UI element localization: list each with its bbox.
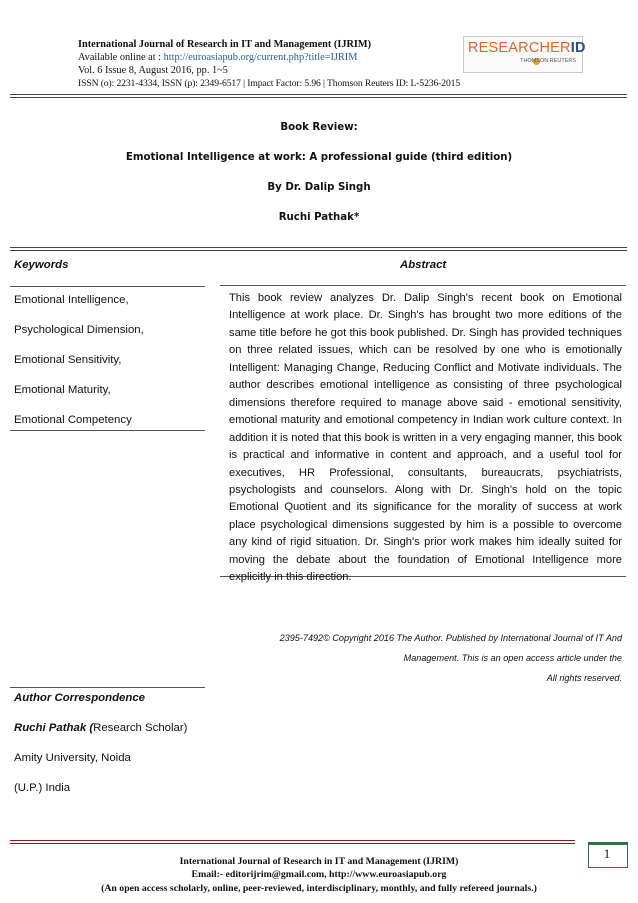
journal-title: International Journal of Research in IT and Management (IJRIM) bbox=[78, 39, 372, 50]
copyright-notice bbox=[226, 628, 622, 688]
author-affiliation: Amity University, Noida bbox=[14, 752, 131, 764]
copyright-line: 2395-7492© Copyright 2016 The Author. Published by International Journal of IT And bbox=[279, 633, 622, 643]
logo-word-id: ID bbox=[570, 40, 586, 56]
abstract-text: This book review analyzes Dr. Dalip Singh's recent book on Emotional Intelligence at work place. Dr. Singh's has brought two more editions of the same title before he got this book published. Dr. Singh has provided techniques on three related issues, which can be resolved by one who is emotionally Intelligent: Managing Change, Reducing Conflict and Motivate individuals. The author describes emotional intelligence as consisting of three psychological dimensions therefore required to manage above said - emotional sensitivity, emotional maturity and emotional competency in Indian work culture context. In addition it is noted that this book is written in a very engaging manner, this book is practical and informative in content and approach, and a useful tool for executives, HR Professional, consultants, bureaucrats, psychiatrists, psychologists and counselors. Along with Dr. Singh's hold on the topic Emotional Quotient and its significance for the morality of success at work place psychological dimensions suggested by him is a possible to overcome any kind of rigid situation. Dr. Singh's prior work makes him ideally suited for moving the debate about the foundation of Emotional Intelligence more explicitly in this direction. bbox=[229, 292, 622, 584]
author-role: Research Scholar) bbox=[93, 722, 188, 734]
review-label: Book Review: bbox=[280, 122, 358, 133]
copyright-line: Management. This is an open access article under the bbox=[403, 653, 622, 663]
keyword-item: Emotional Maturity, bbox=[14, 384, 111, 396]
available-label: Available online at : bbox=[78, 52, 164, 63]
header-divider bbox=[10, 94, 627, 98]
footer-journal: International Journal of Research in IT and Management (IJRIM) bbox=[179, 856, 459, 867]
logo-word-researcher: RESEARCHER bbox=[468, 40, 571, 56]
section-divider bbox=[10, 247, 627, 251]
correspondence-rule bbox=[10, 687, 205, 688]
author-name-line bbox=[14, 722, 187, 734]
book-author: By Dr. Dalip Singh bbox=[267, 182, 371, 193]
keyword-item: Emotional Competency bbox=[14, 414, 132, 426]
author-location: (U.P.) India bbox=[14, 782, 71, 794]
issn-info: ISSN (o): 2231-4334, ISSN (p): 2349-6517 | Impact Factor: 5.96 | Thomson Reuters ID: L-5236-2015 bbox=[78, 78, 461, 89]
abstract-heading: Abstract bbox=[400, 259, 447, 271]
keywords-rule-bottom bbox=[10, 430, 205, 431]
volume-info: Vol. 6 Issue 8, August 2016, pp. 1~5 bbox=[78, 65, 228, 76]
author-name: Ruchi Pathak ( bbox=[14, 722, 94, 734]
journal-url-link[interactable]: http://euroasiapub.org/current.php?title=IJRIM bbox=[163, 52, 358, 63]
keywords-heading: Keywords bbox=[14, 259, 69, 271]
correspondence-heading: Author Correspondence bbox=[14, 692, 146, 704]
footer-rule-thin bbox=[10, 843, 575, 844]
availability-line bbox=[78, 52, 357, 63]
page-number: 1 bbox=[603, 846, 611, 861]
footer-rule bbox=[10, 840, 575, 841]
keyword-item: Psychological Dimension, bbox=[14, 324, 144, 336]
keywords-rule-top bbox=[10, 286, 205, 287]
book-title: Emotional Intelligence at work: A professional guide (third edition) bbox=[125, 152, 513, 163]
footer-contact: Email:- editorijrim@gmail.com, http://www.euroasiapub.org bbox=[191, 869, 447, 880]
footer-note: (An open access scholarly, online, peer-reviewed, interdisciplinary, monthly, and fully refereed journals.) bbox=[101, 883, 537, 894]
reviewer-name: Ruchi Pathak* bbox=[278, 212, 360, 223]
copyright-line: All rights reserved. bbox=[546, 673, 622, 683]
keyword-item: Emotional Sensitivity, bbox=[14, 354, 122, 366]
keyword-item: Emotional Intelligence, bbox=[14, 294, 129, 306]
logo-subtitle: THOMSON REUTERS bbox=[520, 58, 576, 64]
researcherid-logo bbox=[463, 36, 586, 73]
